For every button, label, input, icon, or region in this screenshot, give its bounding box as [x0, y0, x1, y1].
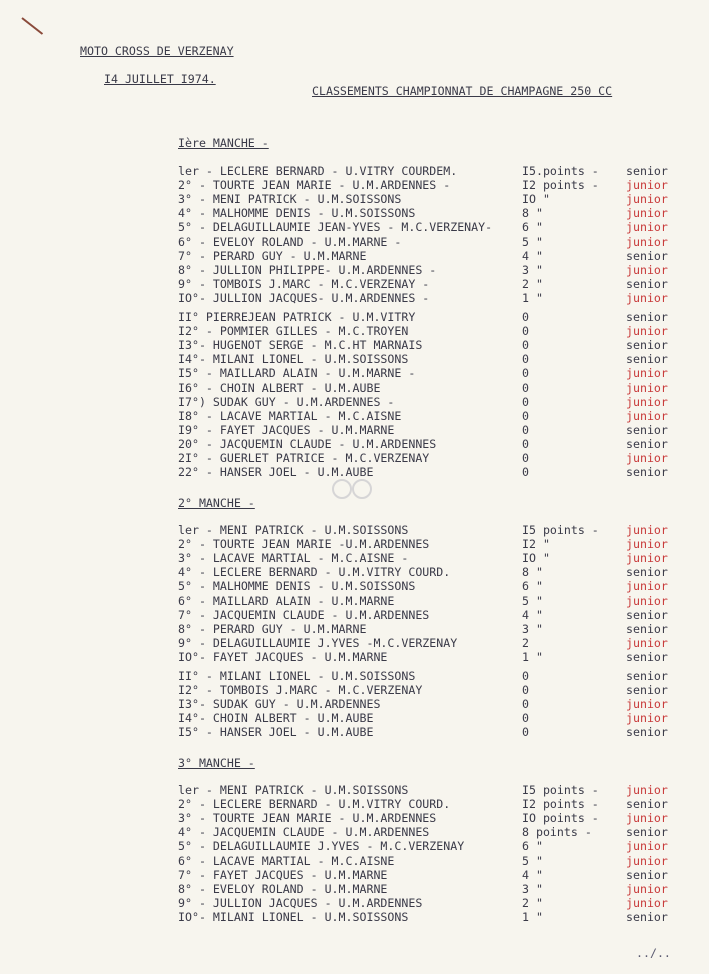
- result-row: [0, 551, 709, 565]
- category-label: junior: [626, 697, 668, 712]
- rider-entry: I5° - HANSER JOEL - U.M.AUBE: [178, 725, 374, 740]
- result-row: [0, 220, 709, 234]
- rider-entry: I3°- SUDAK GUY - U.M.ARDENNES: [178, 697, 381, 712]
- category-label: senior: [626, 725, 668, 740]
- rider-entry: I4°- MILANI LIONEL - U.M.SOISSONS: [178, 352, 409, 367]
- result-row: [0, 338, 709, 352]
- rider-entry: ler - MENI PATRICK - U.M.SOISSONS: [178, 783, 409, 797]
- result-row: [0, 725, 709, 739]
- result-row: [0, 579, 709, 593]
- manche-2-heading: 2° MANCHE -: [178, 496, 255, 510]
- category-label: junior: [626, 881, 668, 896]
- category-label: junior: [626, 537, 668, 552]
- rider-entry: 2I° - GUERLET PATRICE - M.C.VERZENAY: [178, 451, 430, 465]
- result-row: [0, 291, 709, 305]
- rider-entry: 5° - DELAGUILLAUMIE JEAN-YVES - M.C.VERZENAY-: [178, 220, 493, 235]
- continued-mark: ../..: [636, 946, 671, 960]
- result-row: [0, 263, 709, 277]
- category-label: junior: [626, 192, 668, 207]
- result-row: [0, 868, 709, 882]
- category-label: senior: [626, 164, 668, 178]
- result-row: [0, 192, 709, 206]
- rider-entry: 2° - LECLERE BERNARD - U.M.VITRY COURD.: [178, 797, 451, 812]
- result-row: [0, 164, 709, 178]
- points-value: IO ": [522, 551, 550, 566]
- points-value: I5 points -: [522, 523, 599, 537]
- category-label: junior: [626, 451, 668, 465]
- points-value: 6 ": [522, 579, 543, 594]
- category-label: senior: [626, 465, 668, 480]
- points-value: I2 points -: [522, 178, 599, 193]
- points-value: 6 ": [522, 839, 543, 854]
- rider-entry: 3° - TOURTE JEAN MARIE - U.M.ARDENNES: [178, 811, 437, 826]
- result-row: [0, 683, 709, 697]
- points-value: 3 ": [522, 621, 543, 636]
- points-value: 1 ": [522, 649, 543, 664]
- rider-entry: ler - MENI PATRICK - U.M.SOISSONS: [178, 523, 409, 537]
- result-row: [0, 797, 709, 811]
- category-label: junior: [626, 895, 668, 910]
- category-label: senior: [626, 825, 668, 840]
- result-row: [0, 669, 709, 683]
- result-row: [0, 608, 709, 622]
- rider-entry: 8° - PERARD GUY - U.M.MARNE: [178, 621, 367, 636]
- result-row: [0, 437, 709, 451]
- category-label: senior: [626, 276, 668, 291]
- points-value: 0: [522, 408, 529, 423]
- rider-entry: IO°- MILANI LIONEL - U.M.SOISSONS: [178, 909, 409, 924]
- rider-entry: 20° - JACQUEMIN CLAUDE - U.M.ARDENNES: [178, 436, 437, 451]
- category-label: senior: [626, 607, 668, 622]
- category-label: senior: [626, 669, 668, 683]
- result-row: [0, 910, 709, 924]
- document-title: CLASSEMENTS CHAMPIONNAT DE CHAMPAGNE 250 CC: [312, 84, 613, 98]
- rider-entry: I2° - POMMIER GILLES - M.C.TROYEN: [178, 324, 409, 339]
- category-label: senior: [626, 683, 668, 698]
- category-label: junior: [626, 811, 668, 826]
- category-label: junior: [626, 551, 668, 566]
- category-label: junior: [626, 839, 668, 854]
- result-row: [0, 423, 709, 437]
- result-row: [0, 711, 709, 725]
- category-label: junior: [626, 394, 668, 409]
- rider-entry: I7°) SUDAK GUY - U.M.ARDENNES -: [178, 394, 395, 409]
- rider-entry: I2° - TOMBOIS J.MARC - M.C.VERZENAY: [178, 683, 423, 698]
- points-value: I2 points -: [522, 797, 599, 812]
- points-value: 6 ": [522, 220, 543, 235]
- rider-entry: 8° - EVELOY ROLAND - U.M.MARNE: [178, 881, 388, 896]
- result-row: [0, 636, 709, 650]
- category-label: junior: [626, 380, 668, 395]
- points-value: 5 ": [522, 593, 543, 608]
- rider-entry: 4° - LECLERE BERNARD - U.M.VITRY COURD.: [178, 565, 451, 580]
- points-value: 3 ": [522, 881, 543, 896]
- category-label: senior: [626, 867, 668, 882]
- points-value: 2 ": [522, 276, 543, 291]
- points-value: 0: [522, 697, 529, 712]
- rider-entry: 7° - PERARD GUY - U.M.MARNE: [178, 248, 367, 263]
- result-row: [0, 277, 709, 291]
- result-row: [0, 783, 709, 797]
- points-value: 0: [522, 451, 529, 465]
- event-title: MOTO CROSS DE VERZENAY: [80, 44, 234, 58]
- result-row: [0, 594, 709, 608]
- rider-entry: 6° - LACAVE MARTIAL - M.C.AISNE: [178, 853, 395, 868]
- category-label: senior: [626, 310, 668, 324]
- category-label: junior: [626, 366, 668, 381]
- category-label: senior: [626, 909, 668, 924]
- points-value: I5 points -: [522, 783, 599, 797]
- points-value: 3 ": [522, 262, 543, 277]
- category-label: junior: [626, 290, 668, 305]
- points-value: 0: [522, 683, 529, 698]
- result-row: [0, 896, 709, 910]
- result-row: [0, 451, 709, 465]
- category-label: junior: [626, 593, 668, 608]
- points-value: IO ": [522, 192, 550, 207]
- result-row: [0, 395, 709, 409]
- points-value: 0: [522, 366, 529, 381]
- result-row: [0, 537, 709, 551]
- category-label: junior: [626, 220, 668, 235]
- points-value: I2 ": [522, 537, 550, 552]
- result-row: [0, 622, 709, 636]
- result-row: [0, 811, 709, 825]
- points-value: IO points -: [522, 811, 599, 826]
- points-value: 0: [522, 310, 529, 324]
- rider-entry: 5° - MALHOMME DENIS - U.M.SOISSONS: [178, 579, 416, 594]
- corner-mark: [21, 17, 43, 35]
- rider-entry: 9° - JULLION JACQUES - U.M.ARDENNES: [178, 895, 423, 910]
- category-label: junior: [626, 579, 668, 594]
- rider-entry: I8° - LACAVE MARTIAL - M.C.AISNE: [178, 408, 402, 423]
- result-row: [0, 352, 709, 366]
- points-value: 0: [522, 465, 529, 480]
- points-value: 2 ": [522, 895, 543, 910]
- result-row: [0, 206, 709, 220]
- category-label: senior: [626, 797, 668, 812]
- category-label: senior: [626, 338, 668, 353]
- points-value: 0: [522, 394, 529, 409]
- result-row: [0, 409, 709, 423]
- category-label: senior: [626, 436, 668, 451]
- result-row: [0, 178, 709, 192]
- rider-entry: 9° - TOMBOIS J.MARC - M.C.VERZENAY -: [178, 276, 430, 291]
- category-label: junior: [626, 178, 668, 193]
- points-value: 8 ": [522, 206, 543, 221]
- rider-entry: I9° - FAYET JACQUES - U.M.MARNE: [178, 422, 395, 437]
- points-value: 8 points -: [522, 825, 592, 840]
- points-value: 0: [522, 380, 529, 395]
- category-label: junior: [626, 408, 668, 423]
- result-row: [0, 249, 709, 263]
- result-row: [0, 854, 709, 868]
- rider-entry: 7° - FAYET JACQUES - U.M.MARNE: [178, 867, 388, 882]
- result-row: [0, 650, 709, 664]
- category-label: junior: [626, 523, 668, 537]
- rider-entry: IO°- FAYET JACQUES - U.M.MARNE: [178, 649, 388, 664]
- category-label: senior: [626, 352, 668, 367]
- points-value: 0: [522, 436, 529, 451]
- category-label: junior: [626, 853, 668, 868]
- points-value: 1 ": [522, 909, 543, 924]
- category-label: junior: [626, 262, 668, 277]
- rider-entry: I4°- CHOIN ALBERT - U.M.AUBE: [178, 711, 374, 726]
- points-value: 0: [522, 324, 529, 339]
- points-value: 0: [522, 338, 529, 353]
- manche-1-heading: Ière MANCHE -: [178, 136, 269, 150]
- result-row: [0, 697, 709, 711]
- points-value: 1 ": [522, 290, 543, 305]
- category-label: junior: [626, 783, 668, 797]
- category-label: senior: [626, 621, 668, 636]
- category-label: junior: [626, 635, 668, 650]
- rider-entry: 7° - JACQUEMIN CLAUDE - U.M.ARDENNES: [178, 607, 430, 622]
- category-label: junior: [626, 234, 668, 249]
- rider-entry: 8° - JULLION PHILIPPE- U.M.ARDENNES -: [178, 262, 437, 277]
- result-row: [0, 839, 709, 853]
- rider-entry: 2° - TOURTE JEAN MARIE - U.M.ARDENNES -: [178, 178, 451, 193]
- points-value: I5.points -: [522, 164, 599, 178]
- rider-entry: IO°- JULLION JACQUES- U.M.ARDENNES -: [178, 290, 430, 305]
- rider-entry: 4° - MALHOMME DENIS - U.M.SOISSONS: [178, 206, 416, 221]
- category-label: senior: [626, 248, 668, 263]
- rider-entry: II° PIERREJEAN PATRICK - U.M.VITRY: [178, 310, 416, 324]
- category-label: junior: [626, 711, 668, 726]
- points-value: 0: [522, 422, 529, 437]
- result-row: [0, 565, 709, 579]
- result-row: [0, 235, 709, 249]
- points-value: 8 ": [522, 565, 543, 580]
- rider-entry: II° - MILANI LIONEL - U.M.SOISSONS: [178, 669, 416, 683]
- rider-entry: 4° - JACQUEMIN CLAUDE - U.M.ARDENNES: [178, 825, 430, 840]
- points-value: 0: [522, 725, 529, 740]
- category-label: junior: [626, 206, 668, 221]
- rider-entry: I5° - MAILLARD ALAIN - U.M.MARNE -: [178, 366, 416, 381]
- result-row: [0, 310, 709, 324]
- rider-entry: I3°- HUGENOT SERGE - M.C.HT MARNAIS: [178, 338, 423, 353]
- result-row: [0, 324, 709, 338]
- points-value: 0: [522, 711, 529, 726]
- category-label: senior: [626, 422, 668, 437]
- rider-entry: 22° - HANSER JOEL - U.M.AUBE: [178, 465, 374, 480]
- category-label: senior: [626, 565, 668, 580]
- rider-entry: 2° - TOURTE JEAN MARIE -U.M.ARDENNES: [178, 537, 430, 552]
- result-row: [0, 523, 709, 537]
- points-value: 5 ": [522, 853, 543, 868]
- points-value: 4 ": [522, 607, 543, 622]
- result-row: [0, 381, 709, 395]
- result-row: [0, 882, 709, 896]
- rider-entry: I6° - CHOIN ALBERT - U.M.AUBE: [178, 380, 381, 395]
- points-value: 4 ": [522, 867, 543, 882]
- manche-3-heading: 3° MANCHE -: [178, 756, 255, 770]
- rider-entry: 9° - DELAGUILLAUMIE J.YVES -M.C.VERZENAY: [178, 635, 458, 650]
- points-value: 2: [522, 635, 529, 650]
- faint-stamp-icon: [330, 477, 376, 501]
- rider-entry: 3° - LACAVE MARTIAL - M.C.AISNE -: [178, 551, 409, 566]
- event-date: I4 JUILLET I974.: [104, 72, 216, 86]
- points-value: 0: [522, 669, 529, 683]
- rider-entry: 3° - MENI PATRICK - U.M.SOISSONS: [178, 192, 402, 207]
- points-value: 0: [522, 352, 529, 367]
- category-label: senior: [626, 649, 668, 664]
- points-value: 4 ": [522, 248, 543, 263]
- rider-entry: 6° - MAILLARD ALAIN - U.M.MARNE: [178, 593, 395, 608]
- category-label: junior: [626, 324, 668, 339]
- rider-entry: 6° - EVELOY ROLAND - U.M.MARNE -: [178, 234, 402, 249]
- points-value: 5 ": [522, 234, 543, 249]
- rider-entry: ler - LECLERE BERNARD - U.VITRY COURDEM.: [178, 164, 458, 178]
- result-row: [0, 366, 709, 380]
- result-row: [0, 825, 709, 839]
- rider-entry: 5° - DELAGUILLAUMIE J.YVES - M.C.VERZENAY: [178, 839, 465, 854]
